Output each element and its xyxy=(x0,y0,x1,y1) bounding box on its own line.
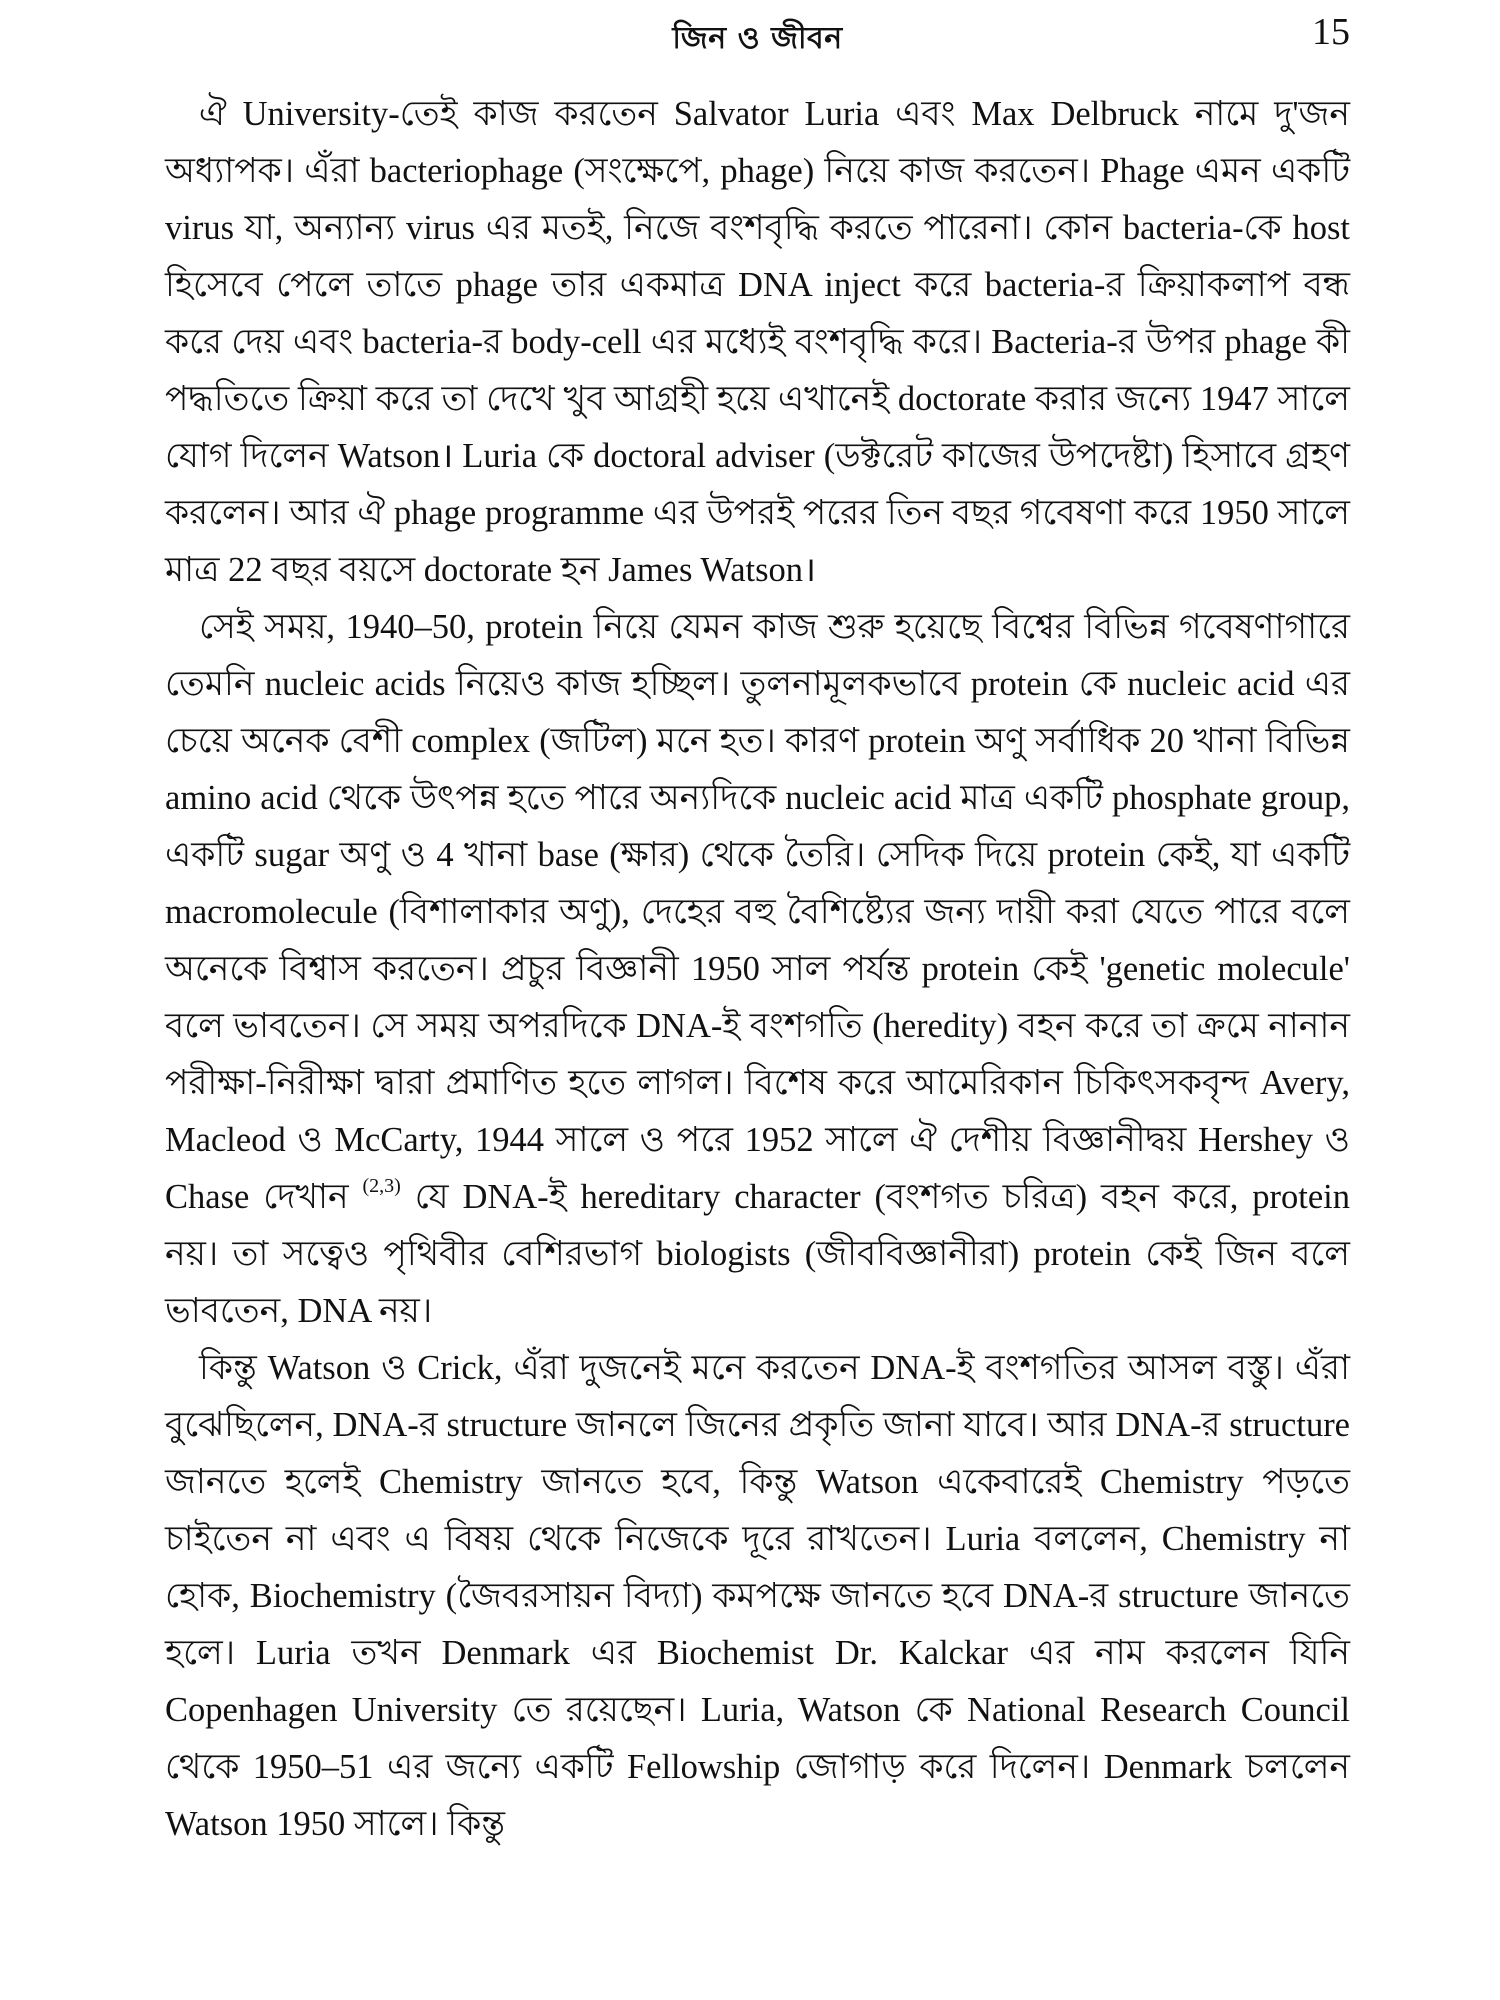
paragraph-1-text: ঐ University-তেই কাজ করতেন Salvator Luria এবং Max Delbruck নামে দু'জন অধ্যাপক। এঁরা bacteriophage (সংক্ষেপে, phage) নিয়ে কাজ করতেন। Phage এমন একটি virus যা, অন্যান্য virus এর মতই, নিজে বংশবৃদ্ধি করতে পারেনা। কোন bacteria-কে host হিসেবে পেলে তাতে phage তার একমাত্র DNA inject করে bacteria-র ক্রিয়াকলাপ বন্ধ করে দেয় এবং bacteria-র body-cell এর মধ্যেই বংশবৃদ্ধি করে। Bacteria-র উপর phage কী পদ্ধতিতে ক্রিয়া করে তা দেখে খুব আগ্রহী হয়ে এখানেই doctorate করার জন্যে 1947 সালে যোগ দিলেন Watson। Luria কে doctoral adviser (ডক্টরেট কাজের উপদেষ্টা) হিসাবে গ্রহণ করলেন। আর ঐ phage programme এর উপরই পরের তিন বছর গবেষণা করে 1950 সালে মাত্র 22 বছর বয়সে doctorate হন James Watson। xyxy=(165,95,1350,589)
running-header xyxy=(165,10,1350,60)
paragraph-2-text-continued: যে DNA-ই hereditary character (বংশগত চরিত্র) বহন করে, protein নয়। তা সত্বেও পৃথিবীর বেশিরভাগ biologists (জীববিজ্ঞানীরা) protein কেই জিন বলে ভাবতেন, DNA নয়। xyxy=(165,1178,1351,1330)
paragraph-2 xyxy=(165,599,1350,1340)
running-title: জিন ও জীবন xyxy=(672,21,843,56)
paragraph-3 xyxy=(165,1340,1350,1853)
paragraph-1 xyxy=(165,86,1350,599)
paragraph-3-text: কিন্তু Watson ও Crick, এঁরা দুজনেই মনে করতেন DNA-ই বংশগতির আসল বস্তু। এঁরা বুঝেছিলেন, DNA-র structure জানলে জিনের প্রকৃতি জানা যাবে। আর DNA-র structure জানতে হলেই Chemistry জানতে হবে, কিন্তু Watson একেবারেই Chemistry পড়তে চাইতেন না এবং এ বিষয় থেকে নিজেকে দূরে রাখতেন। Luria বললেন, Chemistry না হোক, Biochemistry (জৈবরসায়ন বিদ্যা) কমপক্ষে জানতে হবে DNA-র structure জানতে হলে। Luria তখন Denmark এর Biochemist Dr. Kalckar এর নাম করলেন যিনি Copenhagen University তে রয়েছেন। Luria, Watson কে National Research Council থেকে 1950–51 এর জন্যে একটি Fellowship জোগাড় করে দিলেন। Denmark চললেন Watson 1950 সালে। কিন্তু xyxy=(165,1349,1350,1843)
citation-marker: (2,3) xyxy=(362,1175,401,1197)
paragraph-2-text: সেই সময়, 1940–50, protein নিয়ে যেমন কাজ শুরু হয়েছে বিশ্বের বিভিন্ন গবেষণাগারে তেমনি nucleic acids নিয়েও কাজ হচ্ছিল। তুলনামূলকভাবে protein কে nucleic acid এর চেয়ে অনেক বেশী complex (জটিল) মনে হত। কারণ protein অণু সর্বাধিক 20 খানা বিভিন্ন amino acid থেকে উৎপন্ন হতে পারে অন্যদিকে nucleic acid মাত্র একটি phosphate group, একটি sugar অণু ও 4 খানা base (ক্ষার) থেকে তৈরি। সেদিক দিয়ে protein কেই, যা একটি macromolecule (বিশালাকার অণু), দেহের বহু বৈশিষ্ট্যের জন্য দায়ী করা যেতে পারে বলে অনেকে বিশ্বাস করতেন। প্রচুর বিজ্ঞানী 1950 সাল পর্যন্ত protein কেই 'genetic molecule' বলে ভাবতেন। সে সময় অপরদিকে DNA-ই বংশগতি (heredity) বহন করে তা ক্রমে নানান পরীক্ষা-নিরীক্ষা দ্বারা প্রমাণিত হতে লাগল। বিশেষ করে আমেরিকান চিকিৎসকবৃন্দ Avery, Macleod ও McCarty, 1944 সালে ও পরে 1952 সালে ঐ দেশীয় বিজ্ঞানীদ্বয় Hershey ও Chase দেখান xyxy=(165,608,1350,1216)
page-number: 15 xyxy=(1312,11,1350,53)
body-text xyxy=(165,86,1350,1853)
